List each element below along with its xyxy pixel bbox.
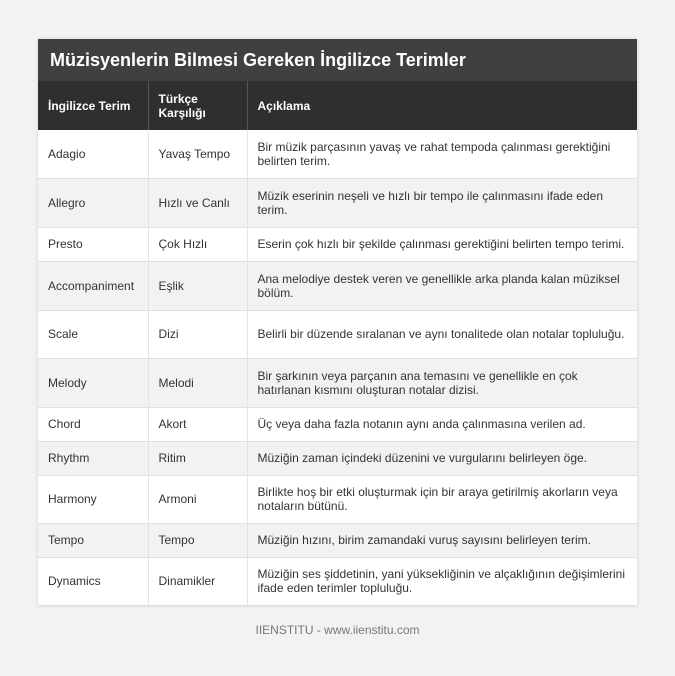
cell-turkish: Yavaş Tempo bbox=[148, 130, 247, 178]
table-row bbox=[38, 310, 637, 358]
cell-term: Rhythm bbox=[38, 441, 148, 475]
cell-term: Adagio bbox=[38, 130, 148, 178]
table-title: Müzisyenlerin Bilmesi Gereken İngilizce Terimler bbox=[38, 39, 637, 81]
cell-description: Bir müzik parçasının yavaş ve rahat tempoda çalınması gerektiğini belirten terim. bbox=[247, 130, 637, 178]
table-row bbox=[38, 130, 637, 178]
cell-description: Birlikte hoş bir etki oluşturmak için bir araya getirilmiş akorların veya notaların bütünü. bbox=[247, 475, 637, 523]
cell-term: Harmony bbox=[38, 475, 148, 523]
table-row bbox=[38, 227, 637, 261]
cell-turkish: Hızlı ve Canlı bbox=[148, 178, 247, 227]
table-row bbox=[38, 261, 637, 310]
header-turkish-equivalent: Türkçe Karşılığı bbox=[148, 81, 247, 130]
table-row bbox=[38, 407, 637, 441]
terms-table bbox=[38, 81, 637, 606]
cell-turkish: Akort bbox=[148, 407, 247, 441]
cell-turkish: Ritim bbox=[148, 441, 247, 475]
table-row bbox=[38, 475, 637, 523]
cell-turkish: Dinamikler bbox=[148, 557, 247, 605]
table-row bbox=[38, 178, 637, 227]
header-description: Açıklama bbox=[257, 98, 311, 113]
cell-description: Belirli bir düzende sıralanan ve aynı tonalitede olan notalar topluluğu. bbox=[247, 310, 637, 358]
cell-description: Bir şarkının veya parçanın ana temasını ve genellikle en çok hatırlanan kısmını oluşturan notalar dizisi. bbox=[247, 358, 637, 407]
cell-description: Müziğin zaman içindeki düzenini ve vurgularını belirleyen öge. bbox=[247, 441, 637, 475]
cell-description: Müziğin ses şiddetinin, yani yüksekliğinin ve alçaklığının değişimlerini ifade eden terimler topluluğu. bbox=[247, 557, 637, 605]
cell-description: Müziğin hızını, birim zamandaki vuruş sayısını belirleyen terim. bbox=[247, 523, 637, 557]
cell-term: Scale bbox=[38, 310, 148, 358]
cell-turkish: Dizi bbox=[148, 310, 247, 358]
cell-description: Müzik eserinin neşeli ve hızlı bir tempo ile çalınmasını ifade eden terim. bbox=[247, 178, 637, 227]
cell-term: Dynamics bbox=[38, 557, 148, 605]
cell-turkish: Armoni bbox=[148, 475, 247, 523]
cell-turkish: Eşlik bbox=[148, 261, 247, 310]
cell-term: Tempo bbox=[38, 523, 148, 557]
cell-term: Allegro bbox=[38, 178, 148, 227]
table-row bbox=[38, 441, 637, 475]
table-row bbox=[38, 523, 637, 557]
footer-credit: IIENSTITU - www.iienstitu.com bbox=[255, 623, 420, 637]
cell-term: Chord bbox=[38, 407, 148, 441]
cell-term: Presto bbox=[38, 227, 148, 261]
table-row bbox=[38, 557, 637, 605]
header-english-term: İngilizce Terim bbox=[38, 81, 148, 130]
cell-turkish: Melodi bbox=[148, 358, 247, 407]
cell-term: Accompaniment bbox=[38, 261, 148, 310]
cell-turkish: Tempo bbox=[148, 523, 247, 557]
cell-term: Melody bbox=[38, 358, 148, 407]
cell-description: Üç veya daha fazla notanın aynı anda çalınmasına verilen ad. bbox=[247, 407, 637, 441]
cell-description: Eserin çok hızlı bir şekilde çalınması gerektiğini belirten tempo terimi. bbox=[247, 227, 637, 261]
cell-description: Ana melodiye destek veren ve genellikle arka planda kalan müziksel bölüm. bbox=[247, 261, 637, 310]
cell-turkish: Çok Hızlı bbox=[148, 227, 247, 261]
table-header-row bbox=[38, 81, 637, 130]
terms-table-card bbox=[38, 39, 637, 606]
table-row bbox=[38, 358, 637, 407]
